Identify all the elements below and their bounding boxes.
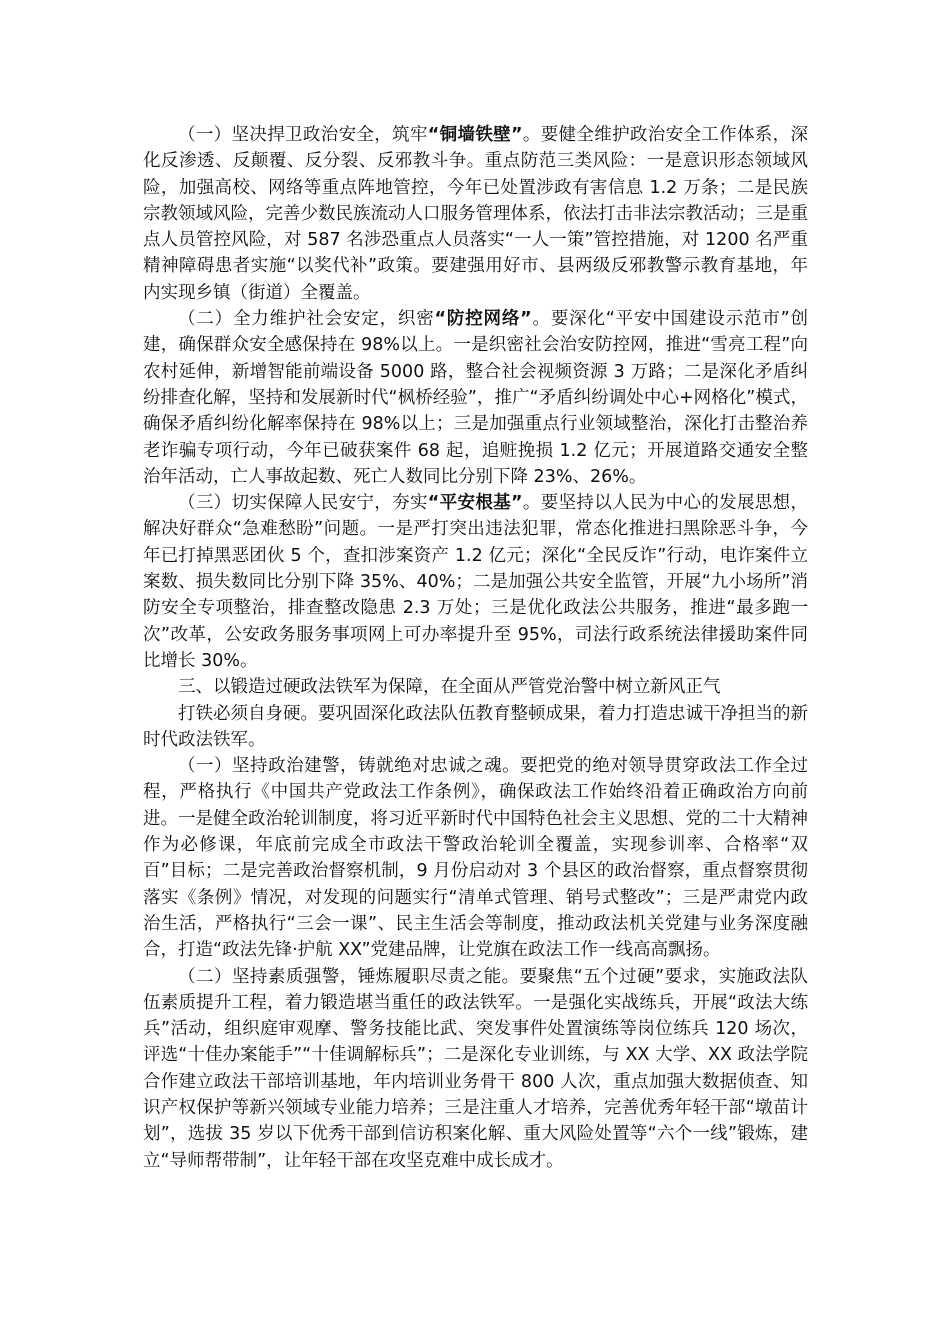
document-page [143,122,808,1174]
section-intro: 打铁必须自身硬。要巩固深化政法队伍教育整顿成果，着力打造忠诚干净担当的新时代政法铁军。 [143,703,808,750]
section-heading: 三、以锻造过硬政法铁军为保障，在全面从严管党治警中树立新风正气 [178,677,721,698]
paragraph-emphasis: “平安根基” [427,493,523,514]
paragraph-heading: （一）坚决捍卫政治安全，筑牢 [178,125,428,145]
paragraph-political-building: （一）坚持政治建警，铸就绝对忠诚之魂。要把党的绝对领导贯穿政法工作全过程，严格执行《中国共产党政法工作条例》，确保政法工作始终沿着正确政治方向前进。一是健全政治轮训制度，将习近平新时代中国特色社会主义思想、党的二十大精神作为必修课，年底前完成全市政法干警政治轮训全覆盖，实现参训率、合格率“双百”目标；二是完善政治督察机制，9 月份启动对 3 个县区的政治督察，重点督察贯彻落实《条例》情况，对发现的问题实行“清单式管理、销号式整改”；三是严肃党内政治生活，严格执行“三会一课”、民主生活会等制度，推动政法机关党建与业务深度融合，打造“政法先锋·护航 XX”党建品牌，让党旗在政法工作一线高高飘扬。 [143,756,808,961]
paragraph-body: 。要深化“平安中国建设示范市”创建，确保群众安全感保持在 98%以上。一是织密社会治安防控网，推进“雪亮工程”向农村延伸，新增智能前端设备 5000 路，整合社会视频资源 3 万路；二是深化矛盾纠纷排查化解，坚持和发展新时代“枫桥经验”，推广“矛盾纠纷调处中心+网格化”模式，确保矛盾纠纷化解率保持在 98%以上；三是加强重点行业领域整治，深化打击整治养老诈骗专项行动，今年已破获案件 68 起，追赃挽损 1.2 亿元；开展道路交通安全整治年活动，亡人事故起数、死亡人数同比分别下降 23%、26%。 [143,309,808,487]
paragraph-body: 。要坚持以人民为中心的发展思想，解决好群众“急难愁盼”问题。一是严打突出违法犯罪，常态化推进扫黑除恶斗争，今年已打掉黑恶团伙 5 个，查扣涉案资产 1.2 亿元；深化“全民反诈”行动，电诈案件立案数、损失数同比分别下降 35%、40%；二是加强公共安全监管，开展“九小场所”消防安全专项整治，排查整改隐患 2.3 万处；三是优化政法公共服务，推进“最多跑一次”改革，公安政务服务事项网上可办率提升至 95%，司法行政系统法律援助案件同比增长 30%。 [143,493,808,671]
paragraph-body: 。要健全维护政治安全工作体系，深化反渗透、反颠覆、反分裂、反邪教斗争。重点防范三类风险：一是意识形态领域风险，加强高校、网络等重点阵地管控，今年已处置涉政有害信息 1.2 万条；二是民族宗教领域风险，完善少数民族流动人口服务管理体系，依法打击非法宗教活动；三是重点人员管控风险，对 587 名涉恐重点人员落实“一人一策”管控措施，对 1200 名严重精神障碍患者实施“以奖代补”政策。要建强用好市、县两级反邪教警示教育基地，年内实现乡镇（街道）全覆盖。 [143,125,808,303]
paragraph-emphasis: “防控网络” [434,309,532,330]
paragraph-heading: （三）切实保障人民安宁，夯实 [178,493,428,514]
paragraph-social-stability [143,306,808,490]
paragraph-emphasis: “铜墙铁壁” [427,125,523,145]
paragraph-political-security [143,122,808,306]
paragraph-quality-building: （二）坚持素质强警，锤炼履职尽责之能。要聚焦“五个过硬”要求，实施政法队伍素质提升工程，着力锻造堪当重任的政法铁军。一是强化实战练兵，开展“政法大练兵”活动，组织庭审观摩、警务技能比武、突发事件处置演练等岗位练兵 120 场次，评选“十佳办案能手”“十佳调解标兵”；二是深化专业训练，与 XX 大学、XX 政法学院合作建立政法干部培训基地，年内培训业务骨干 800 人次，重点加强大数据侦查、知识产权保护等新兴领域专业能力培养；三是注重人才培养，完善优秀年轻干部“墩苗计划”，选拔 35 岁以下优秀干部到信访积案化解、重大风险处置等“六个一线”锻炼，建立“导师帮带制”，让年轻干部在攻坚克难中成长成才。 [143,966,808,1171]
paragraph-heading: （二）全力维护社会安定，织密 [178,309,435,330]
paragraph-people-security [143,490,808,674]
